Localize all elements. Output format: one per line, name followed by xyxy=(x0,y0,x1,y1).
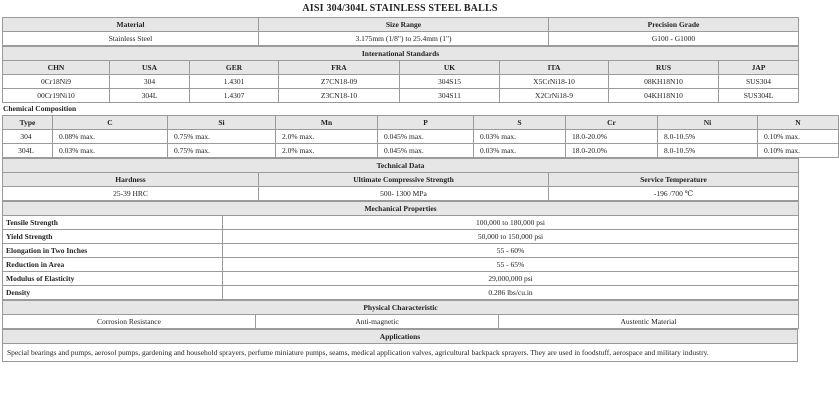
standards-cell: SUS304 xyxy=(719,75,799,89)
technical-header: Hardness xyxy=(3,173,259,187)
standards-cell: Z3CN18-10 xyxy=(279,89,400,103)
chemical-header: Ni xyxy=(658,116,758,130)
chemical-table xyxy=(2,115,839,158)
chemical-cell: 18.0-20.0% xyxy=(566,144,658,158)
table-row xyxy=(3,272,799,286)
table-row xyxy=(3,244,799,258)
chemical-cell: 8.0-10.5% xyxy=(658,130,758,144)
standards-header: CHN xyxy=(3,61,110,75)
table-row xyxy=(3,144,839,158)
section-title: Mechanical Properties xyxy=(3,202,799,216)
chemical-cell: 0.03% max. xyxy=(474,144,566,158)
chemical-cell: 304L xyxy=(3,144,53,158)
chemical-cell: 0.10% max. xyxy=(758,130,839,144)
physical-cell: Austentic Material xyxy=(499,315,799,329)
spec-header: Precision Grade xyxy=(549,18,799,32)
property-value: 55 - 65% xyxy=(223,258,799,272)
applications-text: Special bearings and pumps, aerosol pumps, gardening and household sprayers, perfume miniature pumps, seams, medical application valves, agricultural backpack sprayers. They are used in foodstuff, aerospace and military industry. xyxy=(3,344,798,362)
chemical-header: Type xyxy=(3,116,53,130)
standards-cell: 08KH18N10 xyxy=(609,75,719,89)
chemical-cell: 0.03% max. xyxy=(474,130,566,144)
chemical-header: C xyxy=(53,116,168,130)
technical-header: Service Temperature xyxy=(549,173,799,187)
physical-cell: Corrosion Resistance xyxy=(3,315,256,329)
standards-cell: X5CrNi18-10 xyxy=(500,75,609,89)
chemical-cell: 8.0-10.5% xyxy=(658,144,758,158)
chemical-header: N xyxy=(758,116,839,130)
property-value: 0.286 lbs/cu.in xyxy=(223,286,799,300)
chemical-header: S xyxy=(474,116,566,130)
standards-cell: 304S11 xyxy=(400,89,500,103)
chemical-cell: 0.03% max. xyxy=(53,144,168,158)
mechanical-table xyxy=(2,201,799,300)
spec-cell: Stainless Steel xyxy=(3,32,259,46)
standards-cell: Z7CN18-09 xyxy=(279,75,400,89)
spec-cell: 3.175mm (1/8") to 25.4mm (1") xyxy=(259,32,549,46)
chemical-cell: 304 xyxy=(3,130,53,144)
standards-header: RUS xyxy=(609,61,719,75)
property-label: Modulus of Elasticity xyxy=(3,272,223,286)
section-title: Technical Data xyxy=(3,159,799,173)
standards-cell: SUS304L xyxy=(719,89,799,103)
property-value: 100,000 to 180,000 psi xyxy=(223,216,799,230)
technical-cell: 500- 1300 MPa xyxy=(259,187,549,201)
standards-table xyxy=(2,46,799,103)
chemical-cell: 18.0-20.0% xyxy=(566,130,658,144)
property-value: 29,000,000 psi xyxy=(223,272,799,286)
standards-cell: 304S15 xyxy=(400,75,500,89)
property-label: Density xyxy=(3,286,223,300)
chemical-header: Si xyxy=(168,116,276,130)
standards-header: USA xyxy=(110,61,190,75)
chemical-header: Mn xyxy=(276,116,378,130)
chemical-cell: 0.08% max. xyxy=(53,130,168,144)
technical-header: Ultimate Compressive Strength xyxy=(259,173,549,187)
spec-header: Size Range xyxy=(259,18,549,32)
chemical-cell: 0.75% max. xyxy=(168,130,276,144)
chemical-cell: 0.045% max. xyxy=(378,144,474,158)
table-row xyxy=(3,75,799,89)
chemical-cell: 0.10% max. xyxy=(758,144,839,158)
chemical-cell: 0.75% max. xyxy=(168,144,276,158)
spec-cell: G100 - G1000 xyxy=(549,32,799,46)
property-label: Yield Strength xyxy=(3,230,223,244)
standards-cell: 304 xyxy=(110,75,190,89)
standards-header: FRA xyxy=(279,61,400,75)
applications-table xyxy=(2,329,798,362)
technical-table xyxy=(2,158,799,201)
section-title: Chemical Composition xyxy=(3,104,77,113)
standards-cell: 1.4301 xyxy=(190,75,279,89)
table-row xyxy=(3,89,799,103)
standards-cell: 0Cr18Ni9 xyxy=(3,75,110,89)
property-label: Tensile Strength xyxy=(3,216,223,230)
property-label: Elongation in Two Inches xyxy=(3,244,223,258)
section-title: Physical Characteristic xyxy=(3,301,799,315)
physical-cell: Anti-magnetic xyxy=(256,315,499,329)
chemical-cell: 0.045% max. xyxy=(378,130,474,144)
standards-header: GER xyxy=(190,61,279,75)
table-row xyxy=(3,130,839,144)
table-row xyxy=(3,286,799,300)
spec-table xyxy=(2,17,799,46)
table-row xyxy=(3,258,799,272)
chemical-cell: 2.0% max. xyxy=(276,130,378,144)
property-label: Reduction in Area xyxy=(3,258,223,272)
spec-header: Material xyxy=(3,18,259,32)
technical-cell: 25-39 HRC xyxy=(3,187,259,201)
standards-header: UK xyxy=(400,61,500,75)
standards-header: ITA xyxy=(500,61,609,75)
table-row xyxy=(3,230,799,244)
standards-cell: 304L xyxy=(110,89,190,103)
standards-cell: 04KH18N10 xyxy=(609,89,719,103)
standards-header: JAP xyxy=(719,61,799,75)
standards-cell: X2CrNi18-9 xyxy=(500,89,609,103)
physical-table xyxy=(2,300,799,329)
property-value: 55 - 60% xyxy=(223,244,799,258)
standards-cell: 1.4307 xyxy=(190,89,279,103)
chemical-cell: 2.0% max. xyxy=(276,144,378,158)
chemical-header: Cr xyxy=(566,116,658,130)
section-title: International Standards xyxy=(3,47,799,61)
property-value: 50,000 to 150,000 psi xyxy=(223,230,799,244)
standards-cell: 00Cr19Ni10 xyxy=(3,89,110,103)
section-title: Applications xyxy=(3,330,798,344)
table-row xyxy=(3,216,799,230)
technical-cell: -196 /700 ℃ xyxy=(549,187,799,201)
page-title: AISI 304/304L STAINLESS STEEL BALLS xyxy=(302,3,498,14)
chemical-header: P xyxy=(378,116,474,130)
